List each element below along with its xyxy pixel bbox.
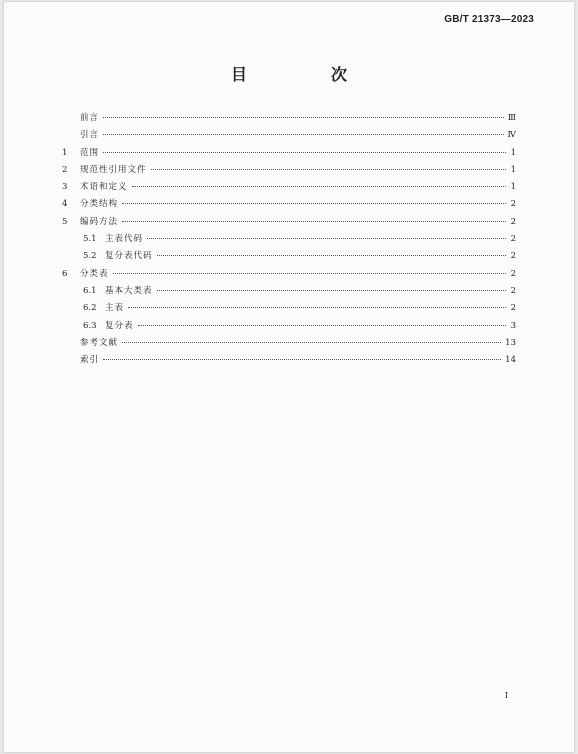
toc-entry-page: Ⅲ [507,113,516,123]
toc-entry-number: 1 [62,147,68,158]
toc-entry-page: 1 [510,147,516,158]
toc-entry[interactable] [62,352,516,369]
toc-leader [122,220,506,222]
toc-entry-number: 5 [62,216,68,227]
toc-entry-number: 6.1 [83,285,97,296]
toc-entry-title: 引言 [80,130,100,141]
page-number: I [504,691,508,700]
toc-entry-title: 分类表 [80,268,109,279]
toc-entry[interactable] [62,196,516,213]
toc-entry-page: 1 [510,182,516,193]
toc-leader [103,116,504,118]
toc-entry[interactable] [62,110,516,127]
toc-leader [103,151,506,153]
toc-leader [122,341,501,343]
toc-leader [157,254,506,256]
toc-entry[interactable] [62,162,516,179]
toc-subentry[interactable] [62,318,516,335]
toc-entry-title: 复分表 [105,320,134,331]
standard-code: GB/T 21373—2023 [444,14,534,25]
toc-entry-page: 13 [505,337,516,348]
toc-leader [132,185,506,187]
toc-leader [157,289,506,291]
toc-entry-number: 6.2 [83,303,97,314]
toc-subentry[interactable] [62,283,516,300]
toc-entry-page: Ⅳ [507,130,516,141]
toc-entry[interactable] [62,127,516,144]
table-of-contents [62,110,516,369]
toc-entry-number: 3 [62,182,68,193]
toc-entry-page: 2 [510,251,516,262]
toc-entry-title: 主表代码 [105,234,144,245]
toc-leader [103,133,503,135]
toc-subentry[interactable] [62,248,516,265]
toc-entry[interactable] [62,335,516,352]
toc-leader [147,237,506,239]
toc-entry-page: 2 [510,199,516,210]
toc-entry-number: 6.3 [83,320,97,331]
toc-entry-page: 14 [505,355,516,366]
toc-entry-number: 5.2 [83,251,97,262]
toc-entry-title: 基本大类表 [105,285,153,296]
toc-entry-title: 参考文献 [80,337,119,348]
toc-entry-number: 2 [62,164,68,175]
toc-entry-page: 2 [510,234,516,245]
toc-leader [151,168,506,170]
toc-entry[interactable] [62,214,516,231]
toc-subentry[interactable] [62,300,516,317]
toc-entry-page: 2 [510,303,516,314]
toc-entry-number: 5.1 [83,234,97,245]
toc-entry-title: 范围 [80,147,100,158]
toc-entry[interactable] [62,145,516,162]
toc-entry-title: 编码方法 [80,216,119,227]
page-title: 目 次 [230,65,381,84]
toc-leader [113,272,506,274]
toc-entry-number: 4 [62,199,68,210]
toc-entry[interactable] [62,266,516,283]
toc-entry-page: 2 [510,216,516,227]
toc-entry-title: 索引 [80,355,100,366]
toc-entry-title: 前言 [80,113,100,123]
toc-subentry[interactable] [62,231,516,248]
toc-entry-page: 2 [510,285,516,296]
toc-entry-page: 2 [510,268,516,279]
toc-leader [128,306,506,308]
toc-entry-title: 术语和定义 [80,182,128,193]
toc-entry[interactable] [62,179,516,196]
toc-entry-number: 6 [62,268,68,279]
toc-entry-page: 1 [510,164,516,175]
toc-leader [138,324,506,326]
toc-entry-title: 分类结构 [80,199,119,210]
toc-entry-title: 复分表代码 [105,251,153,262]
toc-entry-title: 规范性引用文件 [80,164,147,175]
toc-entry-page: 3 [510,320,516,331]
document-page [4,2,574,752]
toc-leader [122,202,506,204]
toc-entry-title: 主表 [105,303,125,314]
toc-leader [103,358,501,360]
